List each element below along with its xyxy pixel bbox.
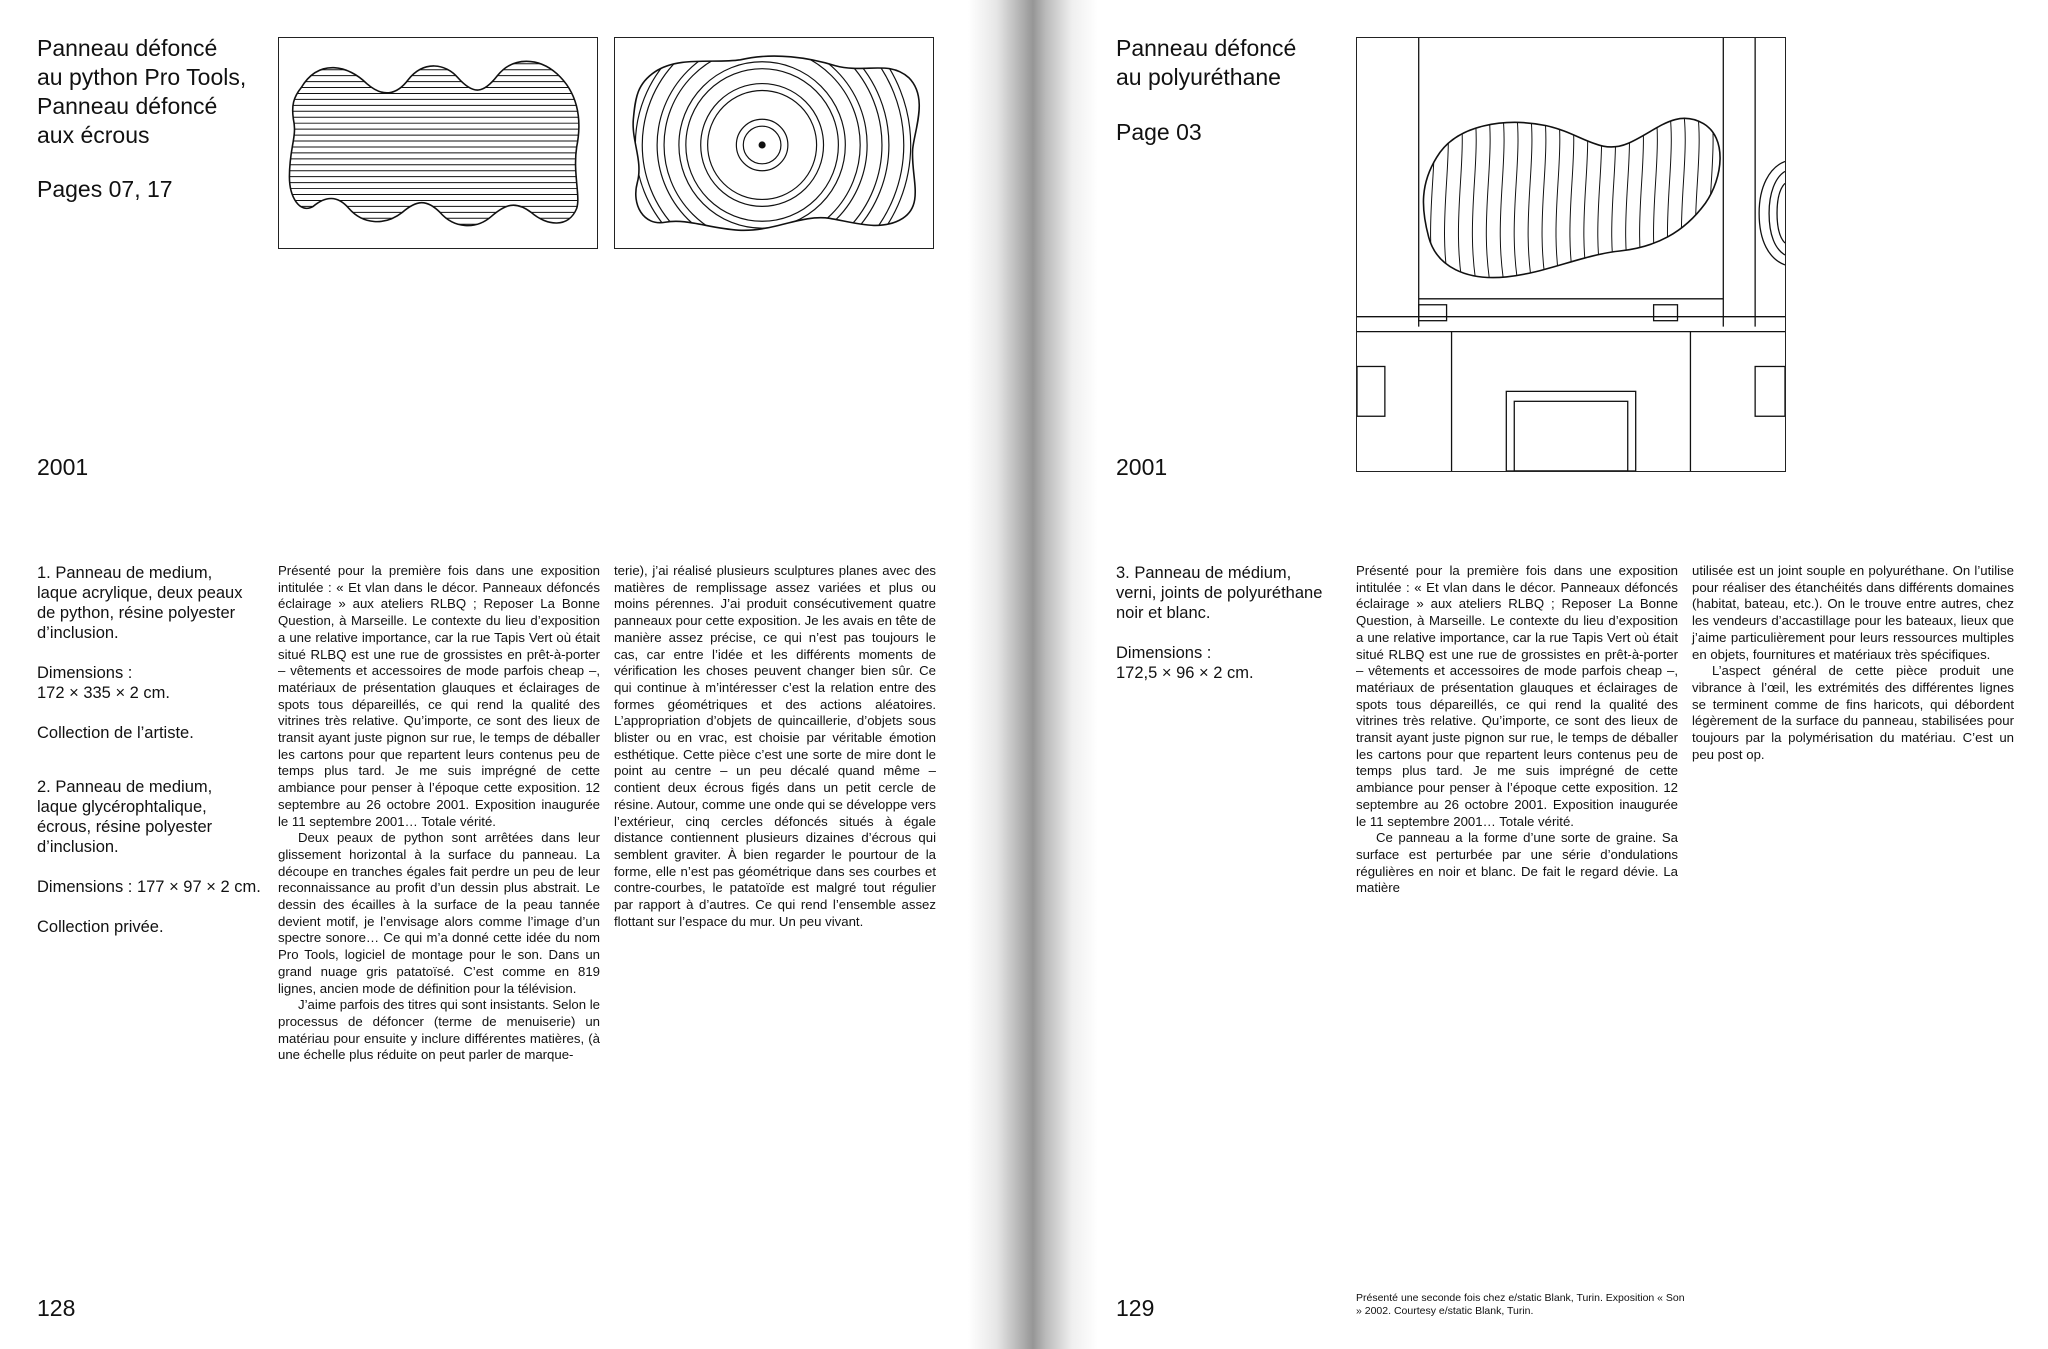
- polyurethane-panel-drawing: [1357, 38, 1785, 471]
- figure-python-panel: [278, 37, 598, 249]
- caption-collection-2: Collection privée.: [37, 918, 164, 936]
- caption-work-3: 3. Panneau de médium, verni, joints de polyuréthane noir et blanc.: [1116, 564, 1323, 622]
- left-paragraph-2: Deux peaux de python sont arrêtées dans leur glissement horizontal à la surface du panneau. La découpe en tranches égales fait perdre un peu de leur reconnaissance au profit d’un dessin plus abstrait. Le dessin des écailles à la surface de la peau tannée devient motif, je l’envisage alors comme l’image d’un spectre sonore… Ce qui m’a donné cette idée du nom Pro Tools, logiciel de montage pour le son. Dans un grand nuage gris patatoïsé. C’est comme en 819 lignes, ancien mode de définition pour la télévision.: [278, 830, 600, 996]
- right-title: Panneau défoncé au polyuréthane: [1116, 35, 1297, 90]
- right-paragraph-1: Présenté pour la première fois dans une exposition intitulée : « Et vlan dans le décor. Panneaux défoncés éclairage » aux ateliers RLBQ ; Reposer La Bonne Question, à Marseille. Le contexte du lieu d’exposition a une relative importance, car la rue Tapis Vert où était situé RLBQ est une rue de grossistes en prêt-à-porter – vêtements et accessoires de mode parfois cheap –, matériaux de présentation glauques et éclairages de spots tous dépareillés, ce qui rend la qualité des vitrines très relative. Qu’importe, ce sont des lieux de transit ayant juste pignon sur rue, le temps de déballer les cartons pour que repartent leurs contenus peu de temps plus tard. Je me suis imprégné de cette ambiance pour penser à l’époque cette exposition. 12 septembre au 26 octobre 2001. Exposition inaugurée le 11 septembre 2001… Totale vérité.: [1356, 563, 1678, 829]
- figure-nuts-panel: [614, 37, 934, 249]
- page-number-left: 128: [37, 1295, 76, 1321]
- left-paragraph-1: Présenté pour la première fois dans une exposition intitulée : « Et vlan dans le décor. Panneaux défoncés éclairage » aux ateliers RLBQ ; Reposer La Bonne Question, à Marseille. Le contexte du lieu d’exposition a une relative importance, car la rue Tapis Vert où était situé RLBQ est une rue de grossistes en prêt-à-porter – vêtements et accessoires de mode parfois cheap –, matériaux de présentation glauques et éclairages de spots tous dépareillés, ce qui rend la qualité des vitrines très relative. Qu’importe, ce sont des lieux de transit ayant juste pignon sur rue, le temps de déballer les cartons pour que repartent leurs contenus peu de temps plus tard. Je me suis imprégné de cette ambiance pour penser à l’époque cette exposition. 12 septembre au 26 octobre 2001. Exposition inaugurée le 11 septembre 2001… Totale vérité.: [278, 563, 600, 829]
- right-paragraph-4: L’aspect général de cette pièce produit une vibrance à l’œil, les extrémités des différentes lignes se terminent comme de fins haricots, qui débordent légèrement de la surface du panneau, stabilisées pour toujours par la polymérisation du matériau. C’est un peu post op.: [1692, 663, 2014, 762]
- right-footnote: Présenté une seconde fois chez e/static Blank, Turin. Exposition « Son » 2002. Courtesy e/static Blank, Turin.: [1356, 1292, 1685, 1317]
- caption-work-2: 2. Panneau de medium, laque glycérophtalique, écrous, résine polyester d’inclusion.: [37, 778, 213, 856]
- right-page: [1064, 0, 2048, 1349]
- right-year: 2001: [1116, 454, 1168, 480]
- left-text-column-2: [614, 563, 936, 930]
- left-pages-ref: Pages 07, 17: [37, 176, 173, 202]
- nuts-panel-drawing: [615, 38, 933, 248]
- python-panel-drawing: [279, 38, 597, 248]
- left-text-column-1: [278, 563, 600, 1064]
- caption-dimensions-2: Dimensions : 177 × 97 × 2 cm.: [37, 878, 261, 896]
- page-number-right: 129: [1116, 1295, 1155, 1321]
- right-text-column-2: [1692, 563, 2014, 763]
- left-year: 2001: [37, 454, 89, 480]
- right-paragraph-2: Ce panneau a la forme d’une sorte de graine. Sa surface est perturbée par une série d’ondulations régulières en noir et blanc. De fait le regard dévie. La matière: [1356, 830, 1678, 896]
- right-pages-ref: Page 03: [1116, 119, 1202, 145]
- book-gutter-shadow: [968, 0, 1098, 1349]
- right-text-column-1: [1356, 563, 1678, 897]
- right-captions: [1116, 563, 1356, 703]
- caption-work-1: 1. Panneau de medium, laque acrylique, deux peaux de python, résine polyester d’inclusion.: [37, 564, 243, 642]
- left-page: [0, 0, 1000, 1349]
- caption-dimensions-3: Dimensions : 172,5 × 96 × 2 cm.: [1116, 644, 1254, 682]
- caption-dimensions-1: Dimensions : 172 × 335 × 2 cm.: [37, 664, 171, 702]
- right-paragraph-3: utilisée est un joint souple en polyuréthane. On l’utilise pour réaliser des étanchéités dans différents domaines (habitat, bateau, etc.). On le trouve entre autres, chez les vendeurs d’accastillage pour les bateaux, lieux que j’aime particulièrement pour leurs ressources multiples en objets, fournitures et matériaux très spécifiques.: [1692, 563, 2014, 662]
- left-captions: [37, 563, 272, 957]
- figure-polyurethane-panel: [1356, 37, 1786, 472]
- left-paragraph-4: terie), j’ai réalisé plusieurs sculptures planes avec des matières de remplissage assez variées et plus ou moins pérennes. J’ai produit consécutivement quatre panneaux pour cette exposition. Je les avais en tête de manière assez précise, ce qui n’est pas toujours le cas, car entre l’idée et les différents moments de vérification les choses peuvent changer bien sûr. Ce qui continue à m’intéresser c’est la relation entre des formes géométriques et des actions aléatoires. L’appropriation d’objets de quincaillerie, d’objets sous blister ou en vrac, est choisie par véritable émotion esthétique. Cette pièce c’est une sorte de mire dont le point au centre – un peu décalé quand même – contient deux écrous figés dans un petit cercle de résine. Autour, comme une onde qui se développe vers l’extérieur, cinq cercles défoncés situés à égale distance contiennent plusieurs dizaines d’écrous qui semblent graviter. À bien regarder le pourtour de la forme, elle n’est pas géométrique dans ses courbes et contre-courbes, le patatoïde est malgré tout régulier par rapport à d’autres. Ce qui rend l’ensemble assez flottant sur l’espace du mur. Un peu vivant.: [614, 563, 936, 929]
- caption-collection-1: Collection de l’artiste.: [37, 724, 194, 742]
- left-title: Panneau défoncé au python Pro Tools, Panneau défoncé aux écrous: [37, 35, 247, 148]
- left-paragraph-3: J’aime parfois des titres qui sont insistants. Selon le processus de défoncer (terme de menuiserie) un matériau pour ensuite y inclure différentes matières, (à une échelle plus réduite on peut parler de marque-: [278, 997, 600, 1063]
